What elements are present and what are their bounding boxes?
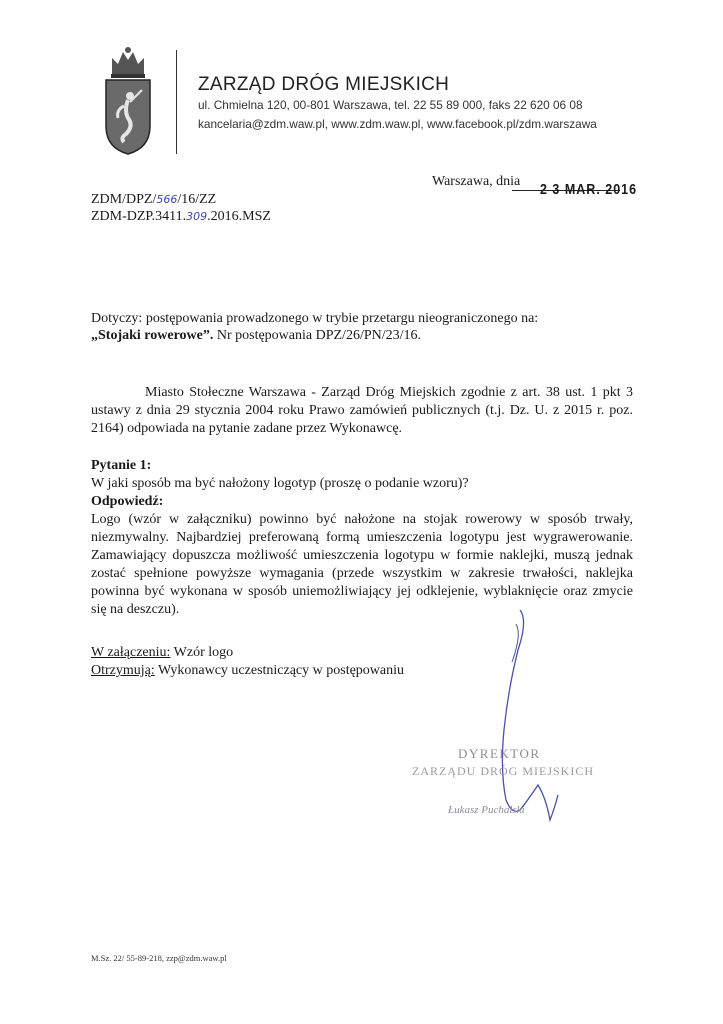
answer-label: Odpowiedź:	[91, 494, 164, 509]
attachment-value: Wzór logo	[170, 645, 234, 660]
organization-contact: kancelaria@zdm.waw.pl, www.zdm.waw.pl, www.facebook.pl/zdm.warszawa	[198, 117, 597, 131]
intro-paragraph	[91, 384, 633, 438]
reference-2-suffix: .2016.MSZ	[207, 209, 271, 224]
recipients-value: Wykonawcy uczestniczący w postępowaniu	[154, 663, 405, 678]
subject-line-2	[91, 328, 421, 344]
question-answer-section	[91, 457, 633, 619]
tender-number: Nr postępowania DPZ/26/PN/23/16.	[213, 328, 422, 343]
recipients-line	[91, 662, 404, 680]
date-stamp: 2 3 MAR. 2016	[540, 180, 638, 198]
attachment-line	[91, 644, 404, 662]
place-date-label: Warszawa, dnia	[432, 174, 521, 189]
stamp-person-name: Łukasz Puchalski	[448, 804, 525, 816]
intro-text: Miasto Stołeczne Warszawa - Zarząd Dróg Miejskich zgodnie z art. 38 ust. 1 pkt 3 ustawy z dnia 29 stycznia 2004 roku Prawo zamówień publicznych (t.j. Dz. U. z 2015 r. poz. 2164) odpowiada na pytanie zadane przez Wykonawcę.	[91, 385, 633, 436]
subject-line-1: Dotyczy: postępowania prowadzonego w trybie przetargu nieograniczonego na:	[91, 311, 539, 326]
reference-line-2	[91, 209, 271, 225]
attachments-section	[91, 644, 404, 680]
warsaw-coat-of-arms-icon	[104, 44, 152, 156]
letterhead-divider	[176, 50, 177, 154]
reference-line-1	[91, 192, 216, 208]
organization-address: ul. Chmielna 120, 00-801 Warszawa, tel. 22 55 89 000, faks 22 620 06 08	[198, 98, 583, 112]
organization-name: ZARZĄD DRÓG MIEJSKICH	[198, 74, 450, 95]
stamp-organization: ZARZĄDU DRÓG MIEJSKICH	[412, 764, 595, 778]
recipients-label: Otrzymują:	[91, 663, 155, 678]
reference-1-handwritten: 566	[156, 193, 178, 206]
question-label: Pytanie 1:	[91, 458, 152, 473]
stamp-title: DYREKTOR	[458, 746, 541, 761]
reference-2-handwritten: 309	[186, 210, 208, 223]
footer-contact: M.Sz. 22/ 55-89-218, zzp@zdm.waw.pl	[91, 953, 227, 963]
question-text: W jaki sposób ma być nałożony logotyp (proszę o podanie wzoru)?	[91, 476, 469, 491]
reference-1-suffix: /16/ZZ	[177, 192, 217, 207]
attachment-label: W załączeniu:	[91, 645, 171, 660]
reference-2-prefix: ZDM-DZP.3411.	[91, 209, 187, 224]
answer-text: Logo (wzór w załączniku) powinno być nałożone na stojak rowerowy w sposób trwały, niezmywalny. Najbardziej preferowaną formą umieszczenia logotypu jest wygrawerowanie. Zamawiający dopuszcza możliwość umieszczenia logotypu w formie naklejki, muszą jednak zostać spełnione powyższe wymagania (przede wszystkim w zakresie trwałości, naklejka powinna być wykonana w sposób uniemożliwiający jej odklejenie, wyblaknięcie oraz zmycie się na deszczu).	[91, 512, 633, 617]
reference-1-prefix: ZDM/DPZ/	[91, 192, 157, 207]
tender-name: „Stojaki rowerowe”.	[91, 328, 214, 343]
